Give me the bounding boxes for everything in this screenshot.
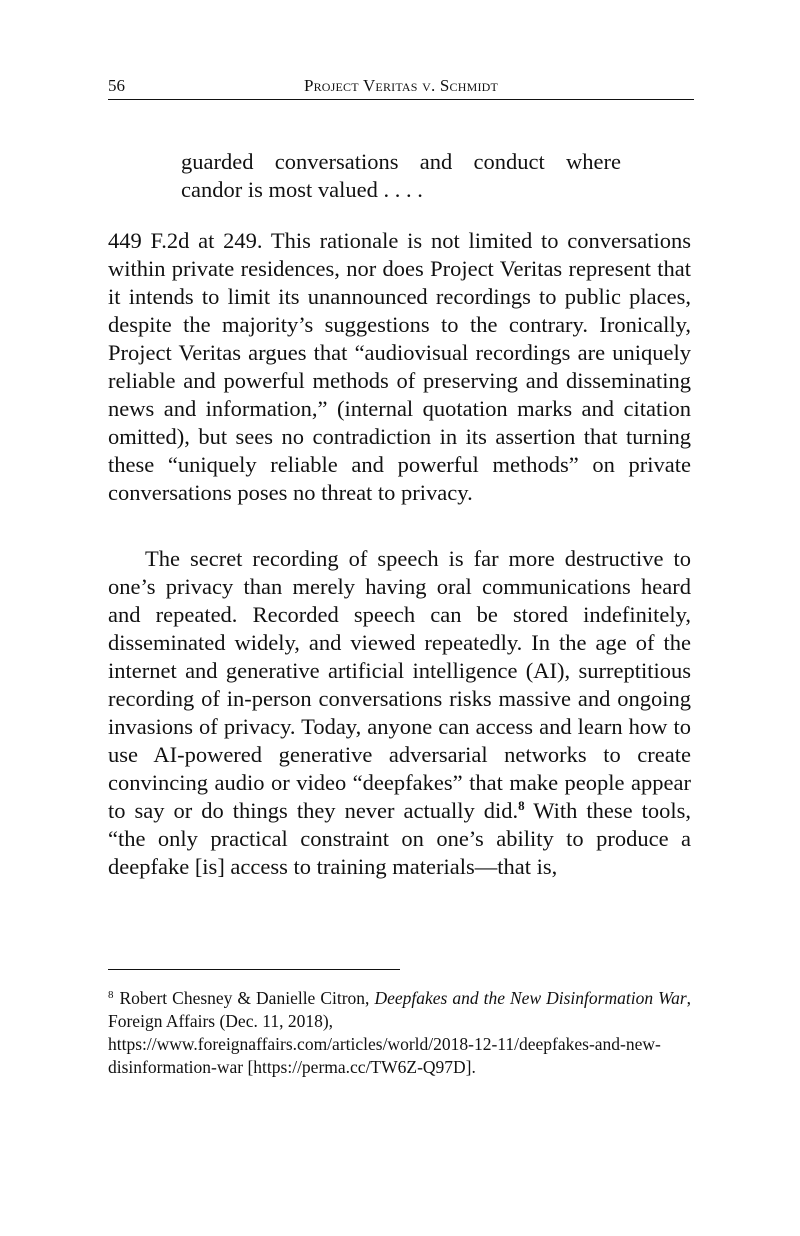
footnote-link[interactable]: https://www.foreignaffairs.com/articles/world/2018-12-11/deepfakes-and-new-disinformation-war <box>108 1034 661 1077</box>
running-title: Project Veritas v. Schmidt <box>303 76 499 95</box>
footnote-authors: Robert Chesney & Danielle Citron, <box>119 988 375 1008</box>
page-number: 56 <box>108 76 125 95</box>
block-quote-line: candor is most valued . . . . <box>181 177 423 202</box>
paragraph-text: With these tools, “the only practical constraint on one’s ability to produce a deepfake [is] access to training materials—that is, <box>108 798 691 879</box>
block-quote <box>181 148 621 204</box>
footnote-article-title: Deepfakes and the New Disinformation War <box>374 988 687 1008</box>
footnote-publication: , Foreign Affairs (Dec. 11, 2018), <box>108 988 691 1031</box>
footnote-archive-link[interactable]: [https://perma.cc/TW6Z-Q97D]. <box>243 1057 476 1077</box>
block-quote-line: guarded conversations and conduct where <box>181 149 621 174</box>
body-paragraph-2 <box>108 545 691 881</box>
page-header <box>108 75 694 100</box>
footnote-marker: 8 <box>108 989 114 1001</box>
paragraph-text: The secret recording of speech is far more destructive to one’s privacy than merely having oral communications heard and repeated. Recorded speech can be stored indefinitely, disseminated widely, and viewed repeatedly. In the age of the internet and generative artificial intelligence (AI), surreptitious recording of in-person conversations risks massive and ongoing invasions of privacy. Today, anyone can access and learn how to use AI-powered generative adversarial networks to create convincing audio or video “deepfakes” that make people appear to say or do things they never actually did. <box>108 546 691 823</box>
footnote-reference[interactable]: 8 <box>518 798 525 813</box>
footnote-url[interactable] <box>108 1033 691 1079</box>
body-paragraph-1: 449 F.2d at 249. This rationale is not limited to conversations within private residences, nor does Project Veritas represent that it intends to limit its unannounced recordings to public places, despite the majority’s suggestions to the contrary. Ironically, Project Veritas argues that “audiovisual recordings are uniquely reliable and powerful methods of preserving and disseminating news and information,” (internal quotation marks and citation omitted), but sees no contradiction in its assertion that turning these “uniquely reliable and powerful methods” on private conversations poses no threat to privacy. <box>108 228 691 505</box>
footnote-8 <box>108 987 691 1079</box>
footnote-divider <box>108 969 400 970</box>
